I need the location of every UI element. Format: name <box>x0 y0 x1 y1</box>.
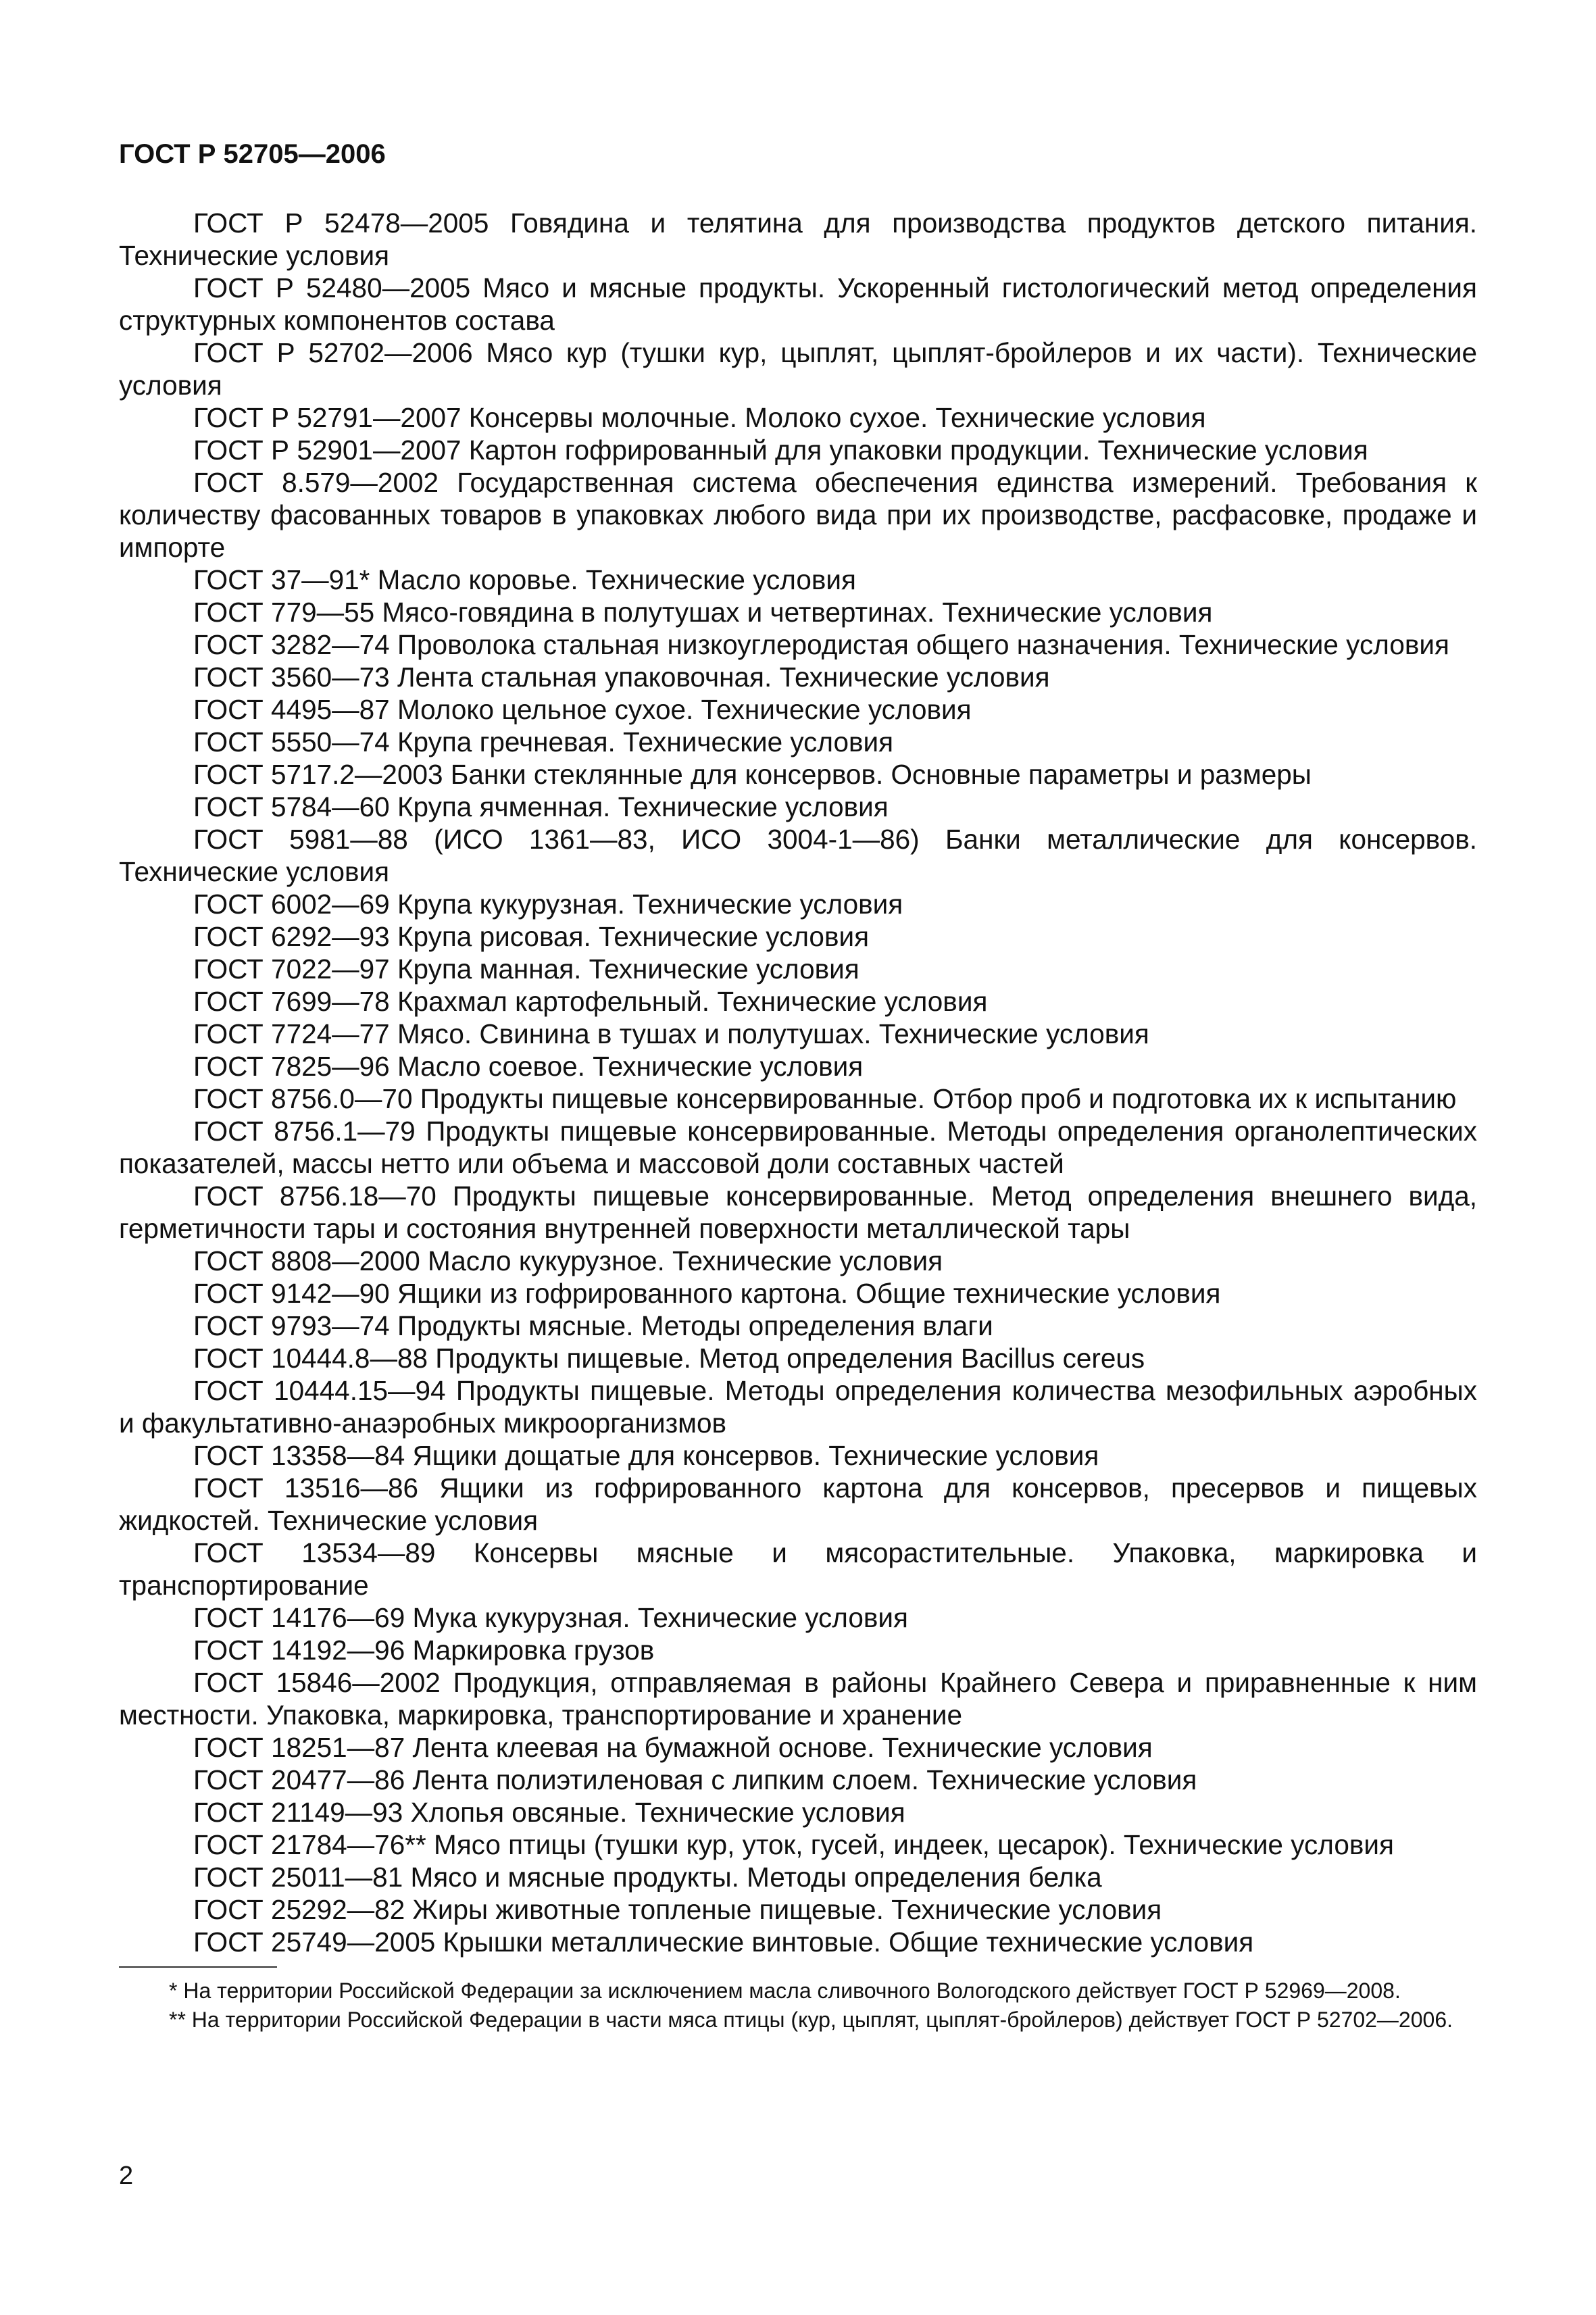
reference-item: ГОСТ 8808—2000 Масло кукурузное. Технические условия <box>193 1245 943 1276</box>
reference-item: ГОСТ 7724—77 Мясо. Свинина в тушах и полутушах. Технические условия <box>193 1018 1149 1049</box>
reference-item: ГОСТ 18251—87 Лента клеевая на бумажной основе. Технические условия <box>193 1732 1153 1763</box>
reference-item: ГОСТ 6002—69 Крупа кукурузная. Технические условия <box>193 889 903 920</box>
reference-item: ГОСТ 6292—93 Крупа рисовая. Технические условия <box>193 921 870 952</box>
reference-item: ГОСТ 779—55 Мясо-говядина в полутушах и четвертинах. Технические условия <box>193 597 1213 628</box>
reference-item: ГОСТ Р 52702—2006 Мясо кур (тушки кур, цыплят, цыплят-бройлеров и их части). Технические условия <box>119 337 1477 401</box>
reference-item: ГОСТ 3282—74 Проволока стальная низкоуглеродистая общего назначения. Технические условия <box>193 629 1449 660</box>
reference-item: ГОСТ Р 52901—2007 Картон гофрированный для упаковки продукции. Технические условия <box>193 434 1368 466</box>
footnote: ** На территории Российской Федерации в части мяса птицы (кур, цыплят, цыплят-бройлеров) действует ГОСТ Р 52702—2006. <box>169 2008 1453 2032</box>
reference-item: ГОСТ 8756.0—70 Продукты пищевые консервированные. Отбор проб и подготовка их к испытанию <box>193 1083 1457 1114</box>
reference-item: ГОСТ 5784—60 Крупа ячменная. Технические условия <box>193 791 889 822</box>
reference-item: ГОСТ 20477—86 Лента полиэтиленовая с липким слоем. Технические условия <box>193 1764 1197 1795</box>
reference-item: ГОСТ Р 52791—2007 Консервы молочные. Молоко сухое. Технические условия <box>193 402 1206 433</box>
reference-item: ГОСТ 14192—96 Маркировка грузов <box>193 1635 655 1666</box>
page-header: ГОСТ Р 52705—2006 <box>119 139 386 169</box>
reference-item: ГОСТ 10444.15—94 Продукты пищевые. Методы определения количества мезофильных аэробных и факультативно-анаэробных микроорганизмов <box>119 1375 1477 1439</box>
reference-item: ГОСТ 5550—74 Крупа гречневая. Технические условия <box>193 726 894 757</box>
reference-item: ГОСТ 13534—89 Консервы мясные и мясорастительные. Упаковка, маркировка и транспортирование <box>119 1537 1477 1601</box>
reference-item: ГОСТ 10444.8—88 Продукты пищевые. Метод определения Bacillus cereus <box>193 1343 1145 1374</box>
reference-item: ГОСТ 25749—2005 Крышки металлические винтовые. Общие технические условия <box>193 1926 1254 1958</box>
reference-item: ГОСТ Р 52478—2005 Говядина и телятина для производства продуктов детского питания. Технические условия <box>119 207 1477 271</box>
reference-item: ГОСТ 5717.2—2003 Банки стеклянные для консервов. Основные параметры и размеры <box>193 759 1312 790</box>
reference-item: ГОСТ 25011—81 Мясо и мясные продукты. Методы определения белка <box>193 1862 1102 1893</box>
reference-item: ГОСТ 5981—88 (ИСО 1361—83, ИСО 3004-1—86) Банки металлические для консервов. Технические условия <box>119 824 1477 887</box>
normative-references-list <box>119 207 1477 1958</box>
reference-item: ГОСТ 8.579—2002 Государственная система обеспечения единства измерений. Требования к количеству фасованных товаров в упаковках любого вида при их производстве, расфасовке, продаже и импорте <box>119 467 1477 563</box>
reference-item: ГОСТ 37—91* Масло коровье. Технические условия <box>193 564 856 595</box>
reference-item: ГОСТ 21149—93 Хлопья овсяные. Технические условия <box>193 1797 905 1828</box>
reference-item: ГОСТ 9793—74 Продукты мясные. Методы определения влаги <box>193 1310 993 1341</box>
page-number: 2 <box>119 2162 134 2190</box>
reference-item: ГОСТ Р 52480—2005 Мясо и мясные продукты. Ускоренный гистологический метод определения структурных компонентов состава <box>119 272 1477 336</box>
reference-item: ГОСТ 21784—76** Мясо птицы (тушки кур, уток, гусей, индеек, цесарок). Технические условия <box>193 1829 1394 1860</box>
reference-item: ГОСТ 7022—97 Крупа манная. Технические условия <box>193 953 859 985</box>
reference-item: ГОСТ 14176—69 Мука кукурузная. Технические условия <box>193 1602 908 1633</box>
reference-item: ГОСТ 4495—87 Молоко цельное сухое. Технические условия <box>193 694 972 725</box>
reference-item: ГОСТ 25292—82 Жиры животные топленые пищевые. Технические условия <box>193 1894 1162 1925</box>
reference-item: ГОСТ 3560—73 Лента стальная упаковочная. Технические условия <box>193 662 1050 693</box>
footnote: * На территории Российской Федерации за исключением масла сливочного Вологодского действует ГОСТ Р 52969—2008. <box>169 1978 1401 2003</box>
footnotes <box>119 1976 1477 2035</box>
reference-item: ГОСТ 13516—86 Ящики из гофрированного картона для консервов, пресервов и пищевых жидкостей. Технические условия <box>119 1472 1477 1536</box>
reference-item: ГОСТ 8756.1—79 Продукты пищевые консервированные. Методы определения органолептических показателей, массы нетто или объема и массовой доли составных частей <box>119 1116 1477 1179</box>
reference-item: ГОСТ 15846—2002 Продукция, отправляемая в районы Крайнего Севера и приравненные к ним местности. Упаковка, маркировка, транспортирование и хранение <box>119 1667 1477 1731</box>
reference-item: ГОСТ 7825—96 Масло соевое. Технические условия <box>193 1051 864 1082</box>
reference-item: ГОСТ 7699—78 Крахмал картофельный. Технические условия <box>193 986 988 1017</box>
reference-item: ГОСТ 8756.18—70 Продукты пищевые консервированные. Метод определения внешнего вида, герметичности тары и состояния внутренней поверхности металлической тары <box>119 1180 1477 1244</box>
reference-item: ГОСТ 13358—84 Ящики дощатые для консервов. Технические условия <box>193 1440 1099 1471</box>
reference-item: ГОСТ 9142—90 Ящики из гофрированного картона. Общие технические условия <box>193 1278 1221 1309</box>
footnote-separator <box>119 1966 277 1968</box>
